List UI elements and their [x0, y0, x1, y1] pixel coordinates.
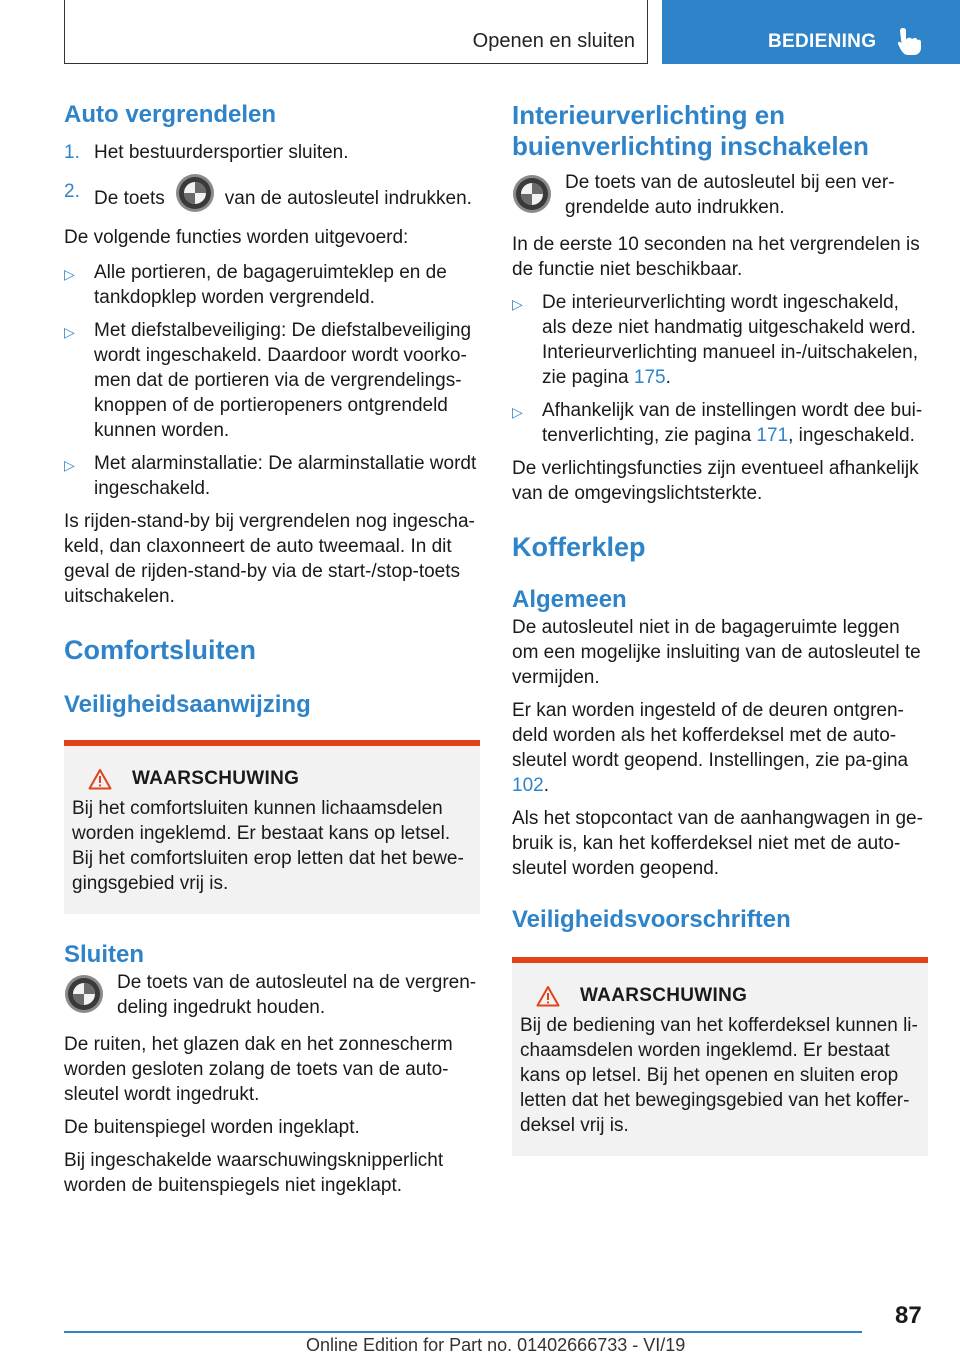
heading-sluiten: Sluiten [64, 941, 145, 968]
header-section-title: Openen en sluiten [472, 30, 635, 52]
close-paragraph-3: Bij ingeschakelde waarschuwingsknipperlicht worden de buitenspiegels niet ingeklapt. [64, 1150, 444, 1196]
header-chapter-label: BEDIENING [768, 31, 877, 52]
bmw-logo-key-icon [64, 974, 104, 1014]
list-item [64, 451, 480, 501]
pointing-hand-icon [896, 26, 922, 56]
close-paragraph-1: De ruiten, het glazen dak en het zonnescherm worden gesloten zolang de toets van de auto-sleutel wordt ingedrukt. [64, 1034, 453, 1105]
list-item-text: Afhankelijk van de instellingen wordt dee bui-tenverlichting, zie pagina [542, 400, 923, 446]
header-chapter-tab[interactable] [662, 0, 960, 64]
bmw-logo-key-icon [175, 173, 215, 213]
warning-triangle-icon [88, 768, 112, 790]
triangle-bullet-icon: ▷ [512, 296, 523, 312]
general-paragraph-2-text: Er kan worden ingesteld of de deuren ontgren-deld worden als het kofferdeksel met de auto-sleutel wordt geopend. Instellingen, zie pa-gina [512, 700, 909, 771]
key-instruction-text: De toets van de autosleutel bij een ver-grendelde auto indrukken. [565, 172, 895, 218]
step-text: Het bestuurdersportier sluiten. [94, 142, 349, 163]
interior-paragraph-2: De verlichtingsfuncties zijn eventueel afhankelijk van de omgevingslichtsterkte. [512, 458, 919, 504]
warning-text: Bij de bediening van het kofferdeksel kunnen li-chaamsdelen worden ingeklemd. Er bestaat kans op letsel. Bij het openen en sluiten erop letten dat het bewegingsgebied van het koffer-deksel vrij is. [520, 1015, 918, 1136]
list-item-text: Met alarminstallatie: De alarminstallatie wordt ingeschakeld. [94, 453, 477, 499]
warning-title: WAARSCHUWING [580, 985, 748, 1006]
key-instruction [64, 970, 480, 1020]
general-paragraph-2: Er kan worden ingesteld of de deuren ontgren-deld worden als het kofferdeksel met de auto-sleutel wordt geopend. Instellingen, zie pa-gina 102. [512, 700, 909, 796]
page-link-175[interactable]: 175 [633, 367, 666, 388]
warning-header [72, 768, 470, 790]
page-link-171[interactable]: 171 [756, 425, 789, 446]
standby-paragraph: Is rijden-stand-by bij vergrendelen nog ingescha-keld, dan claxonneert de auto tweemaal. In dit geval de rijden-stand-by via de start-/stop-toets uitschakelen. [64, 511, 475, 607]
key-instruction-text: De toets van de autosleutel na de vergren-deling ingedrukt houden. [117, 972, 477, 1018]
triangle-bullet-icon: ▷ [64, 266, 75, 282]
triangle-bullet-icon: ▷ [64, 324, 75, 340]
step-number: 2. [64, 181, 80, 202]
close-paragraph-2: De buitenspiegel worden ingeklapt. [64, 1117, 360, 1138]
key-instruction [512, 170, 928, 220]
heading-algemeen: Algemeen [512, 586, 627, 613]
page-number: 87 [895, 1302, 922, 1329]
heading-veiligheidsaanwijzing: Veiligheidsaanwijzing [64, 691, 311, 718]
list-item: ▷ De interieurverlichting wordt ingeschakeld, als deze niet handmatig uitgeschakeld werd. Interieurverlichting manueel in-/uitschakelen, zie pagina 175. [512, 292, 918, 388]
triangle-bullet-icon: ▷ [512, 404, 523, 420]
left-column [64, 100, 480, 1206]
heading-auto-vergrendelen: Auto vergrendelen [64, 101, 277, 128]
warning-title: WAARSCHUWING [132, 768, 300, 789]
heading-comfortsluiten: Comfortsluiten [64, 635, 256, 665]
warning-text: Bij het comfortsluiten kunnen lichaamsdelen worden ingeklemd. Er bestaat kans op letsel. Bij het comfortsluiten erop letten dat het bewe-gingsgebied vrij is. [72, 798, 464, 894]
list-item-text: Met diefstalbeveiliging: De diefstalbeveiliging wordt ingeschakeld. Daardoor wordt voorko-men dat de portieren via de vergrendelings-knoppen of de portieropeners ontgrendeld kunnen worden. [94, 320, 472, 441]
step-number: 1. [64, 142, 80, 163]
heading-veiligheidsvoorschriften: Veiligheidsvoorschriften [512, 906, 791, 933]
bmw-logo-key-icon [512, 174, 552, 214]
step-text-pre: De toets [94, 188, 165, 210]
header-section-box [64, 0, 648, 64]
footer-edition: Online Edition for Part no. 01402666733 - VI/19 [306, 1335, 686, 1355]
page-link-102[interactable]: 102 [512, 775, 544, 796]
general-paragraph-3: Als het stopcontact van de aanhangwagen in ge-bruik is, kan het kofferdeksel niet met de auto-sleutel worden geopend. [512, 808, 923, 879]
right-column [512, 100, 928, 1156]
list-item-text-post: , ingeschakeld. [788, 425, 915, 446]
triangle-bullet-icon: ▷ [64, 457, 75, 473]
functions-intro: De volgende functies worden uitgevoerd: [64, 227, 409, 248]
heading-kofferklep: Kofferklep [512, 532, 646, 562]
warning-header [520, 985, 918, 1007]
list-item [512, 398, 928, 448]
step-1 [64, 140, 480, 165]
warning-box [512, 957, 928, 1156]
step-2 [64, 179, 480, 219]
footer-divider [64, 1331, 862, 1333]
list-item [64, 318, 480, 443]
list-item-text: Alle portieren, de bagageruimteklep en de tankdopklep worden vergrendeld. [94, 262, 447, 308]
general-paragraph-1: De autosleutel niet in de bagageruimte leggen om een mogelijke insluiting van de autosleutel te vermijden. [512, 617, 921, 688]
warning-box [64, 740, 480, 914]
heading-interieurverlichting: Interieurverlichting en buienverlichting inschakelen [512, 100, 869, 161]
list-item [64, 260, 480, 310]
warning-triangle-icon [536, 985, 560, 1007]
interior-paragraph-1: In de eerste 10 seconden na het vergrendelen is de functie niet beschikbaar. [512, 234, 920, 280]
step-text-post: van de autosleutel indrukken. [224, 188, 472, 210]
list-item-text: De interieurverlichting wordt ingeschakeld, als deze niet handmatig uitgeschakeld werd. Interieurverlichting manueel in-/uitschakelen, zie pagina [542, 292, 918, 388]
